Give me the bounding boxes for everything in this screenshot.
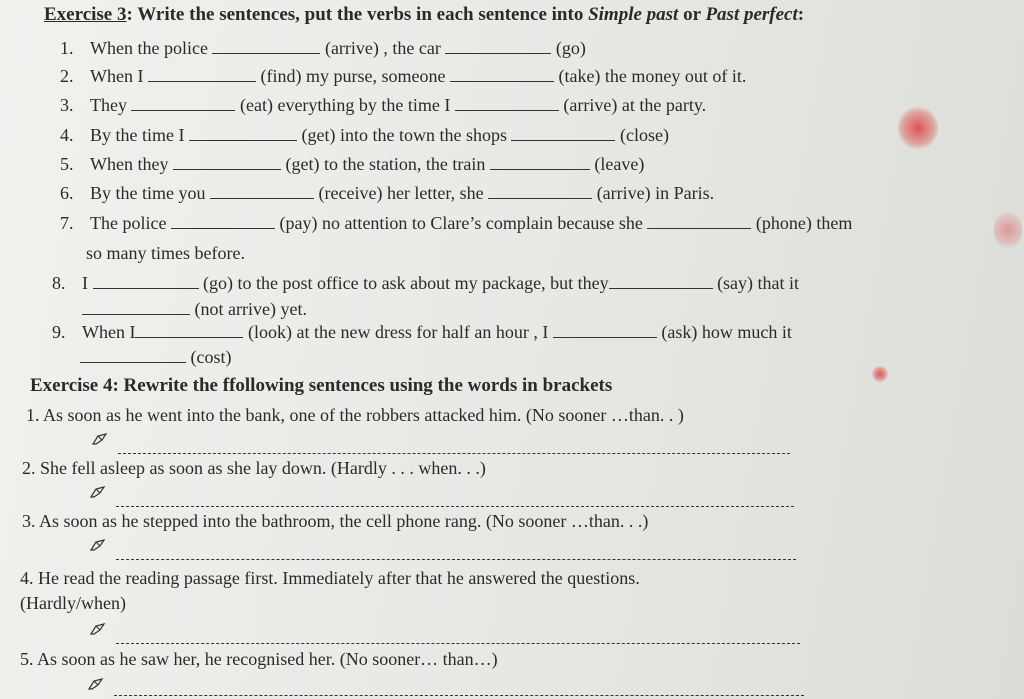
item-number: 2. bbox=[60, 66, 74, 86]
answer-blank[interactable] bbox=[609, 274, 713, 289]
item-text: (say) that it bbox=[717, 273, 800, 293]
answer-blank[interactable] bbox=[553, 323, 657, 338]
ex4-answer-line-2[interactable] bbox=[116, 505, 794, 507]
answer-blank[interactable] bbox=[212, 39, 320, 54]
answer-blank[interactable] bbox=[173, 155, 281, 170]
red-stain bbox=[994, 210, 1022, 250]
item-text: (arrive) at the party. bbox=[563, 95, 707, 115]
answer-blank[interactable] bbox=[490, 155, 590, 170]
past-perfect-label: Past perfect bbox=[705, 4, 798, 25]
ex3-item-6 bbox=[60, 182, 714, 204]
item-text: (go) bbox=[555, 38, 586, 58]
answer-blank[interactable] bbox=[135, 323, 243, 338]
item-number: 5. bbox=[60, 154, 74, 174]
ex4-item-5: 5. As soon as he saw her, he recognised her. (No sooner… than…) bbox=[20, 649, 498, 669]
exercise-4-heading: Exercise 4: Rewrite the ffollowing sentences using the words in brackets bbox=[30, 375, 613, 396]
answer-blank[interactable] bbox=[210, 184, 314, 199]
item-text: The police bbox=[90, 213, 167, 233]
answer-blank[interactable] bbox=[445, 39, 551, 54]
answer-blank[interactable] bbox=[511, 126, 615, 141]
red-stain bbox=[872, 366, 888, 382]
item-text: (leave) bbox=[594, 154, 645, 174]
ex4-item-3: 3. As soon as he stepped into the bathroom, the cell phone rang. (No sooner …than. . .) bbox=[22, 511, 649, 531]
exercise-3-instruction: : Write the sentences, put the verbs in each sentence into bbox=[126, 4, 589, 25]
ex3-item-1 bbox=[60, 37, 586, 59]
item-text: When I bbox=[82, 322, 136, 342]
exercise-3-heading bbox=[44, 4, 804, 26]
or-label: or bbox=[678, 4, 706, 25]
answer-blank[interactable] bbox=[189, 126, 297, 141]
answer-blank[interactable] bbox=[80, 348, 186, 363]
item-text: (go) to the post office to ask about my package, but they bbox=[203, 273, 609, 293]
ex4-item-1: 1. As soon as he went into the bank, one of the robbers attacked him. (No sooner …than. . ) bbox=[26, 405, 684, 425]
item-number: 4. bbox=[60, 125, 74, 145]
ex4-answer-line-4[interactable] bbox=[116, 642, 800, 644]
item-text: (not arrive) yet. bbox=[194, 299, 307, 319]
ex4-answer-line-3[interactable] bbox=[116, 558, 796, 560]
item-number: 8. bbox=[52, 273, 66, 293]
ex3-item-5 bbox=[60, 153, 644, 175]
item-text: I bbox=[82, 273, 88, 293]
item-number: 3. bbox=[60, 95, 74, 115]
ex4-answer-line-5[interactable] bbox=[114, 694, 804, 696]
item-text: (arrive) , the car bbox=[324, 38, 441, 58]
item-text: They bbox=[90, 95, 127, 115]
ex3-item-8 bbox=[52, 272, 799, 294]
ex4-item-4-cont: (Hardly/when) bbox=[20, 593, 126, 613]
answer-blank[interactable] bbox=[131, 96, 235, 111]
item-text: (pay) no attention to Clare’s complain because she bbox=[279, 213, 643, 233]
item-number: 7. bbox=[60, 213, 74, 233]
item-text: By the time I bbox=[90, 125, 185, 145]
item-text: (arrive) in Paris. bbox=[596, 183, 715, 203]
item-text: (get) into the town the shops bbox=[301, 125, 507, 145]
writing-hand-icon bbox=[90, 622, 106, 636]
answer-blank[interactable] bbox=[488, 184, 592, 199]
ex3-item-3 bbox=[60, 94, 706, 116]
item-text: (look) at the new dress for half an hour , I bbox=[247, 322, 549, 342]
item-text: By the time you bbox=[90, 183, 206, 203]
ex4-item-4: 4. He read the reading passage first. Immediately after that he answered the questions. bbox=[20, 568, 640, 588]
red-stain bbox=[898, 106, 938, 150]
answer-blank[interactable] bbox=[82, 300, 190, 315]
ex4-answer-line-1[interactable] bbox=[118, 452, 790, 454]
ex3-item-7 bbox=[60, 212, 852, 234]
writing-hand-icon bbox=[88, 677, 104, 691]
answer-blank[interactable] bbox=[450, 67, 554, 82]
writing-hand-icon bbox=[90, 485, 106, 499]
answer-blank[interactable] bbox=[455, 96, 559, 111]
exercise-3-title: Exercise 3 bbox=[44, 4, 127, 25]
item-text: When they bbox=[90, 154, 169, 174]
item-text: (ask) how much it bbox=[661, 322, 792, 342]
ex3-item-7-cont: so many times before. bbox=[86, 243, 245, 263]
writing-hand-icon bbox=[90, 538, 106, 552]
ex4-item-2: 2. She fell asleep as soon as she lay down. (Hardly . . . when. . .) bbox=[22, 458, 486, 478]
item-number: 1. bbox=[60, 38, 74, 58]
answer-blank[interactable] bbox=[647, 214, 751, 229]
item-text: (cost) bbox=[190, 347, 232, 367]
item-text: When I bbox=[90, 66, 144, 86]
answer-blank[interactable] bbox=[93, 274, 199, 289]
writing-hand-icon bbox=[92, 432, 108, 446]
heading-colon: : bbox=[797, 4, 805, 25]
simple-past-label: Simple past bbox=[588, 4, 679, 25]
item-text: (eat) everything by the time I bbox=[239, 95, 451, 115]
ex3-item-9-cont bbox=[80, 346, 231, 368]
item-text: (receive) her letter, she bbox=[318, 183, 484, 203]
item-text: (get) to the station, the train bbox=[285, 154, 486, 174]
item-text: (take) the money out of it. bbox=[558, 66, 747, 86]
ex3-item-2 bbox=[60, 65, 746, 87]
item-text: When the police bbox=[90, 38, 208, 58]
ex3-item-8-cont bbox=[82, 298, 307, 320]
answer-blank[interactable] bbox=[171, 214, 275, 229]
item-text: (close) bbox=[619, 125, 669, 145]
item-number: 6. bbox=[60, 183, 74, 203]
answer-blank[interactable] bbox=[148, 67, 256, 82]
ex3-item-9 bbox=[52, 321, 792, 343]
item-text: (find) my purse, someone bbox=[260, 66, 446, 86]
ex3-item-4 bbox=[60, 124, 669, 146]
item-number: 9. bbox=[52, 322, 66, 342]
item-text: (phone) them bbox=[755, 213, 853, 233]
